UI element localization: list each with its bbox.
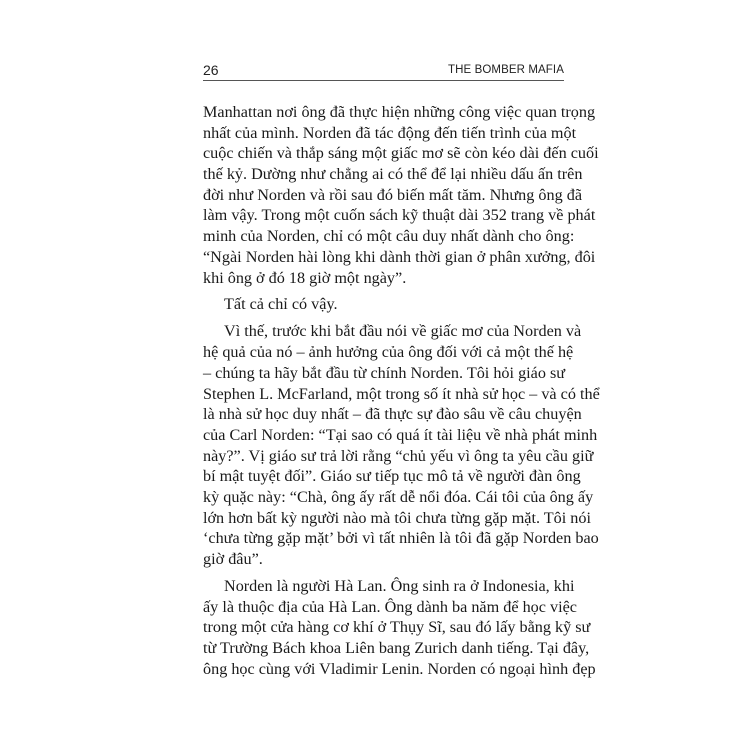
text-line: minh của Norden, chỉ có một câu duy nhất dành cho ông: [203, 227, 575, 246]
text-line: làm vậy. Trong một cuốn sách kỹ thuật dài 352 trang về phát [203, 206, 596, 225]
text-line: ấy là thuộc địa của Hà Lan. Ông dành ba năm để học việc [203, 597, 577, 616]
text-line: khi ông ở đó 18 giờ một ngày”. [203, 268, 407, 287]
page-body-text [203, 102, 600, 686]
text-line: lớn hơn bất kỳ người nào mà tôi chưa từng gặp mặt. Tôi nói [203, 508, 591, 527]
text-line: Stephen L. McFarland, một trong số ít nhà sử học – và có thể [203, 384, 600, 403]
paragraph [203, 102, 599, 288]
paragraph [203, 294, 564, 315]
paragraph [203, 321, 600, 569]
page-number: 26 [203, 62, 219, 78]
text-line: giờ đâu”. [203, 550, 263, 569]
text-line: ‘chưa từng gặp mặt’ bởi vì tất nhiên là tôi đã gặp Norden bao [203, 529, 599, 548]
text-line: Manhattan nơi ông đã thực hiện những công việc quan trọng [203, 103, 596, 121]
running-header [203, 62, 564, 81]
text-line: từ Trường Bách khoa Liên bang Zurich danh tiếng. Tại đây, [203, 639, 590, 658]
text-line: Norden là người Hà Lan. Ông sinh ra ở Indonesia, khi [224, 577, 575, 596]
text-line: bí mật tuyệt đối”. Giáo sư tiếp tục mô tả về người đàn ông [203, 467, 581, 486]
text-line: Vì thế, trước khi bắt đầu nói về giấc mơ của Norden và [224, 322, 582, 341]
text-line: nhất của mình. Norden đã tác động đến tiến trình của một [203, 123, 577, 142]
text-line: này?”. Vị giáo sư trả lời rằng “chủ yếu vì ông ta yêu cầu giữ [203, 446, 594, 465]
text-line: cuộc chiến và thắp sáng một giấc mơ sẽ còn kéo dài đến cuối [203, 144, 599, 163]
text-line: – chúng ta hãy bắt đầu từ chính Norden. Tôi hỏi giáo sư [203, 363, 566, 382]
text-line: là nhà sử học duy nhất – đã thực sự đào sâu về câu chuyện [203, 405, 582, 424]
text-line: kỳ quặc này: “Chà, ông ấy rất dễ nổi đóa. Cái tôi của ông ấy [203, 487, 594, 506]
text-line: “Ngài Norden hài lòng khi dành thời gian ở phân xưởng, đôi [203, 247, 596, 266]
text-line: hệ quả của nó – ảnh hưởng của ông đối với cả một thế hệ [203, 343, 574, 362]
running-title: THE BOMBER MAFIA [448, 64, 564, 76]
text-line: ông học cùng với Vladimir Lenin. Norden có ngoại hình đẹp [203, 659, 596, 678]
text-line: đời như Norden và rồi sau đó biến mất tăm. Nhưng ông đã [203, 185, 583, 204]
paragraph [203, 576, 596, 679]
text-line: Tất cả chỉ có vậy. [224, 295, 338, 314]
text-line: thế kỷ. Dường như chẳng ai có thể để lại nhiều dấu ấn trên [203, 165, 583, 184]
text-line: trong một cửa hàng cơ khí ở Thụy Sĩ, sau đó lấy bằng kỹ sư [203, 618, 591, 637]
text-line: của Carl Norden: “Tại sao có quá ít tài liệu về nhà phát minh [203, 425, 598, 444]
